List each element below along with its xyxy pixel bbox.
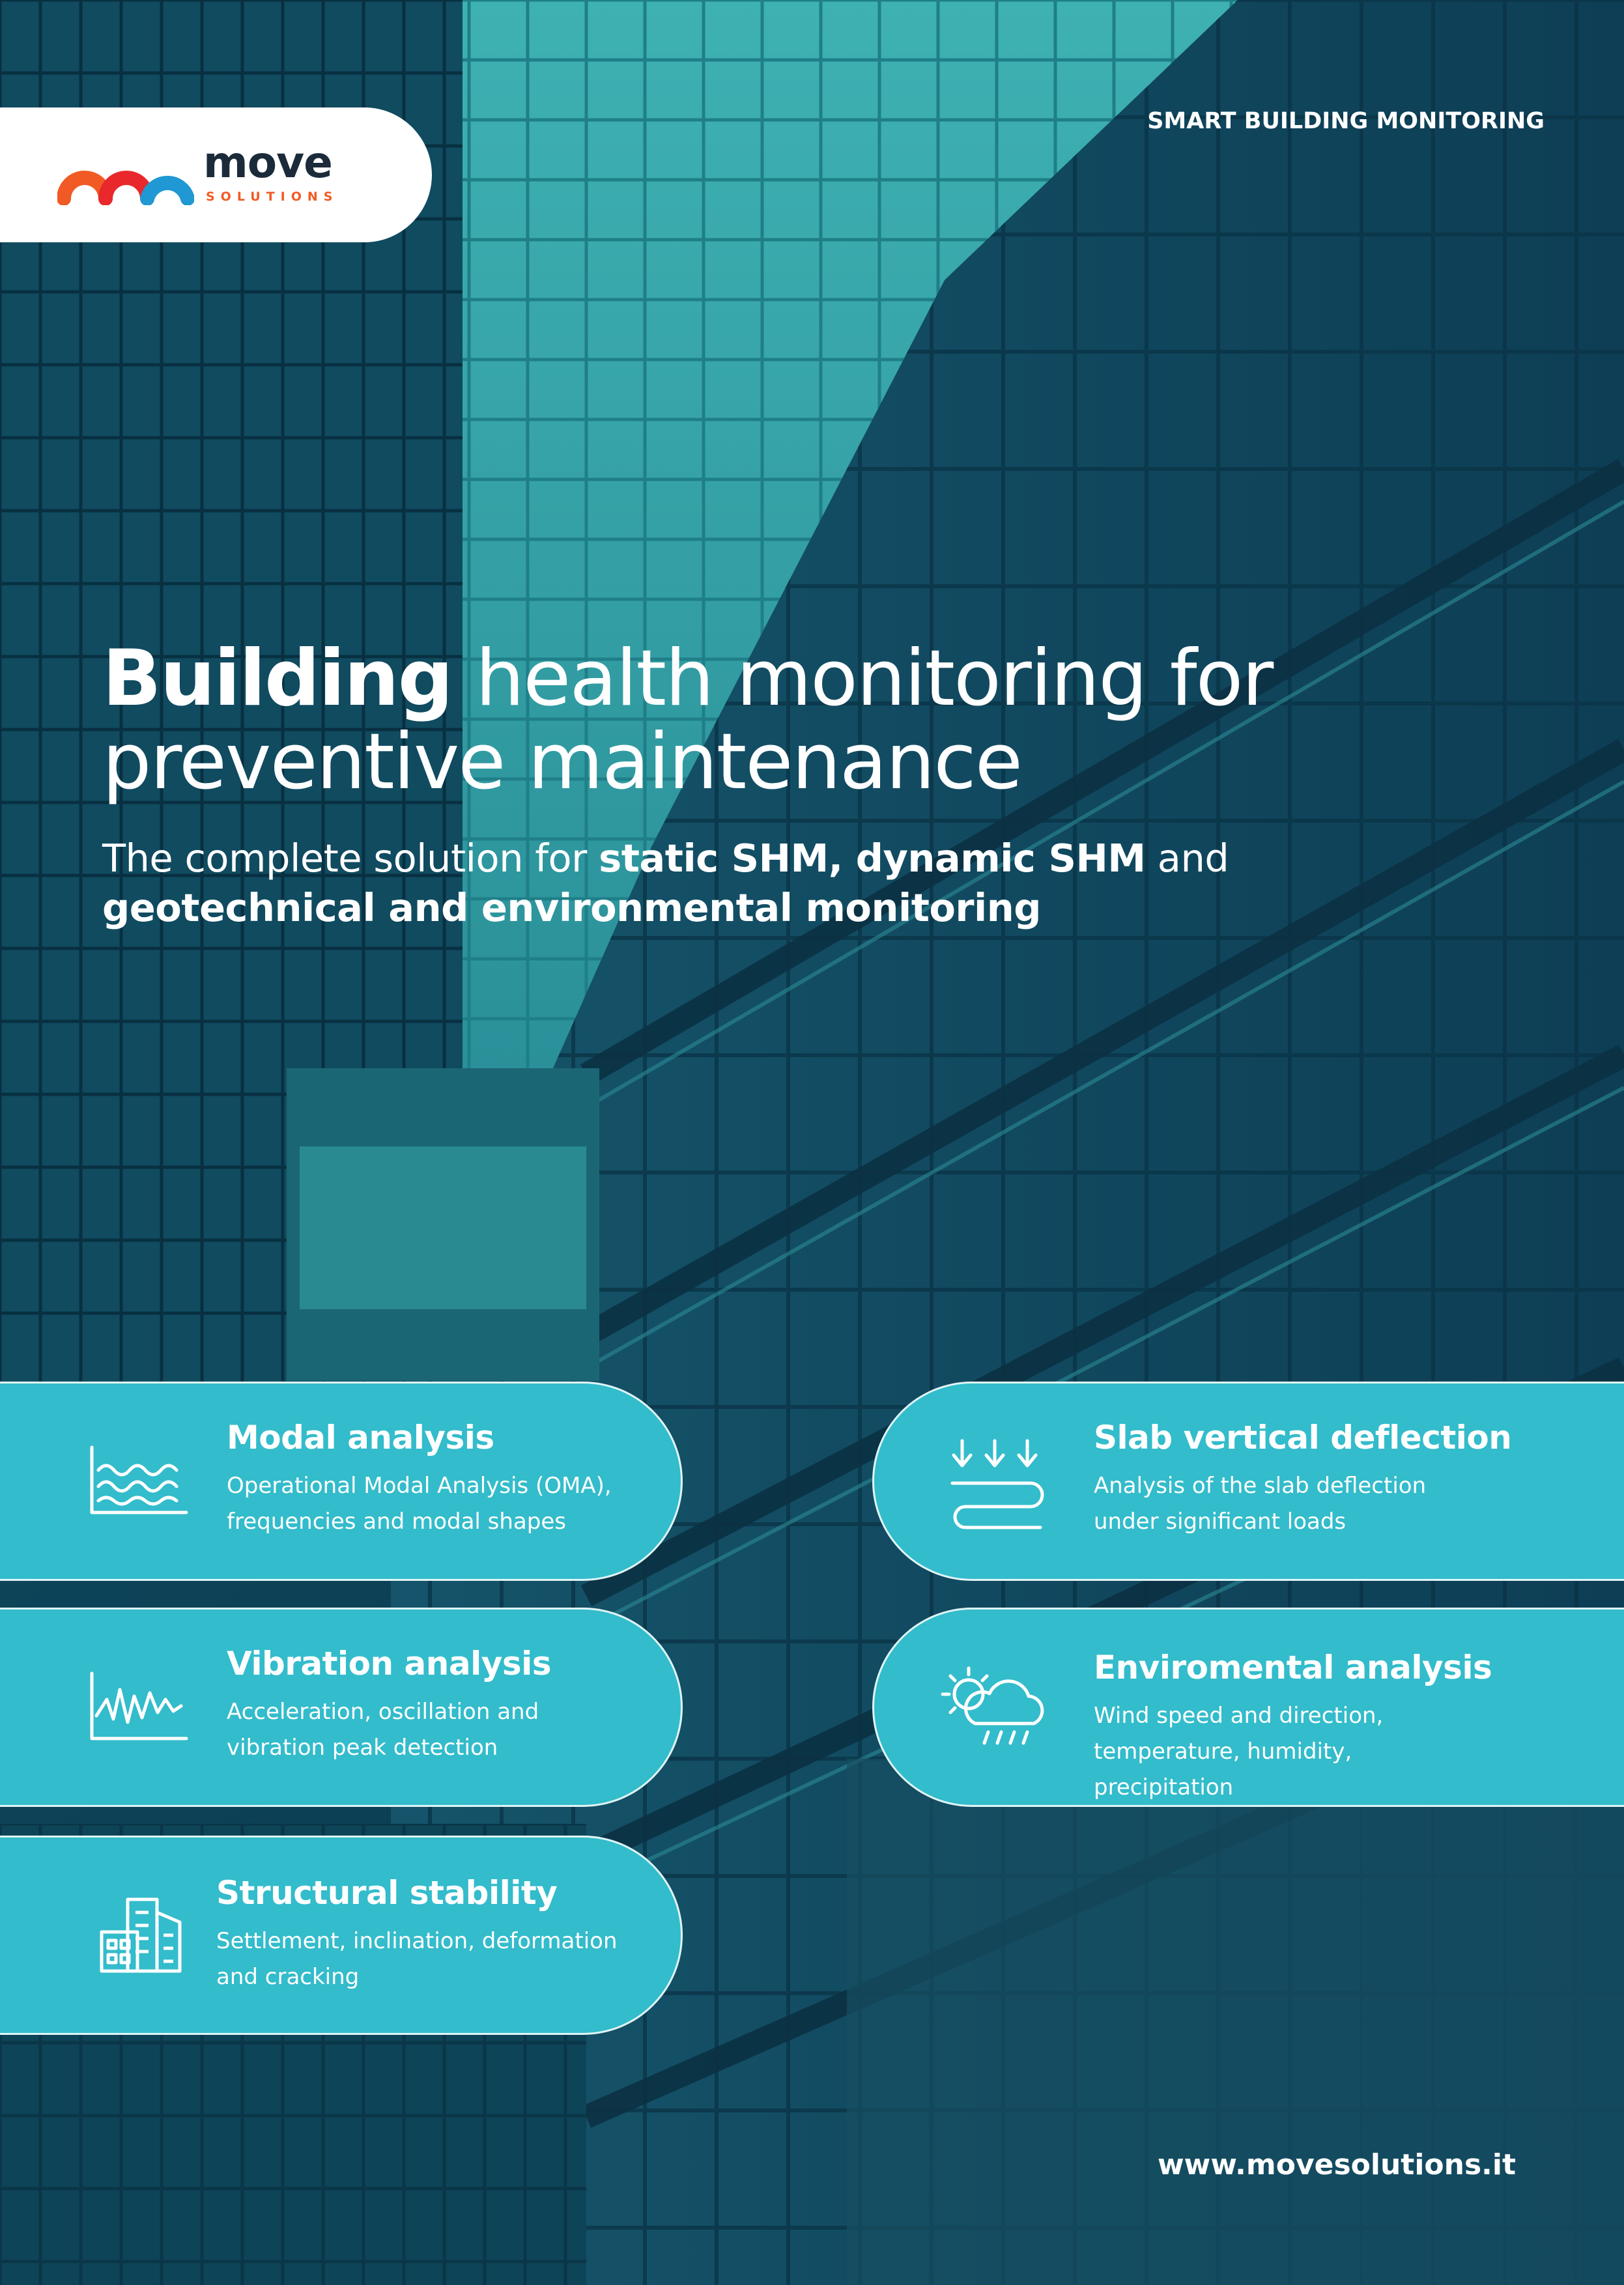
subtitle-bold2: geotechnical and environmental monitoring — [102, 885, 1041, 930]
modal-wave-chart-icon — [82, 1434, 193, 1532]
weather-sun-cloud-rain-icon — [936, 1655, 1047, 1753]
feature-description: Acceleration, oscillation and vibration peak detection — [227, 1699, 539, 1761]
slab-deflection-icon — [939, 1434, 1050, 1532]
feature-card-vibration-analysis — [0, 1608, 683, 1807]
feature-title: Vibration analysis — [227, 1645, 552, 1682]
feature-card-structural-stability — [0, 1836, 683, 2035]
feature-card-environmental-analysis — [872, 1608, 1624, 1807]
buildings-icon — [89, 1883, 199, 1981]
feature-card-modal-analysis — [0, 1382, 683, 1581]
feature-description: Settlement, inclination, deformation and cracking — [216, 1928, 618, 1990]
subtitle-bold1: static SHM, dynamic SHM — [599, 836, 1146, 881]
subtitle — [102, 834, 1561, 933]
subtitle-part2: and — [1145, 836, 1229, 881]
vibration-chart-icon — [82, 1660, 193, 1758]
feature-card-slab-deflection — [872, 1382, 1624, 1581]
title-bold: Building — [102, 634, 452, 724]
feature-description: Wind speed and direction, temperature, humidity, precipitation — [1094, 1703, 1384, 1800]
feature-description: Operational Modal Analysis (OMA), frequencies and modal shapes — [227, 1473, 612, 1535]
title-line2: preventive maintenance — [102, 717, 1021, 807]
brand-tagline: SOLUTIONS — [206, 190, 339, 204]
subtitle-part1: The complete solution for — [102, 836, 599, 881]
feature-title: Slab vertical deflection — [1094, 1419, 1512, 1456]
feature-title: Enviromental analysis — [1094, 1649, 1492, 1686]
title-line1: health monitoring for — [451, 634, 1273, 724]
page-title — [102, 634, 1561, 807]
website-link[interactable]: www.movesolutions.it — [1158, 2148, 1516, 2181]
move-logo-icon — [57, 147, 194, 205]
category-tag: SMART BUILDING MONITORING — [1147, 108, 1545, 134]
logo-pill[interactable] — [0, 107, 432, 242]
feature-description: Analysis of the slab deflection under significant loads — [1094, 1473, 1427, 1535]
feature-title: Structural stability — [216, 1874, 558, 1912]
brand-name: move — [203, 137, 332, 188]
feature-title: Modal analysis — [227, 1419, 494, 1456]
